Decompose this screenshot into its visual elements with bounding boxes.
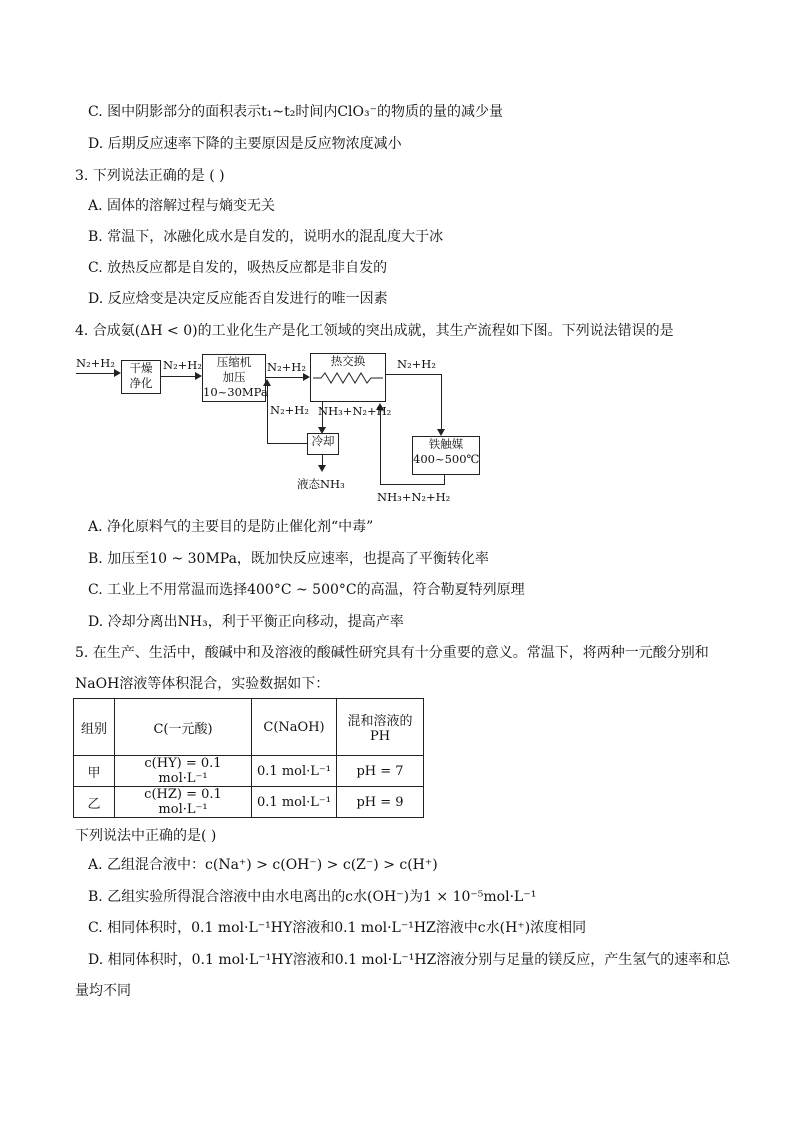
table-cell: 乙: [74, 787, 115, 818]
q3-option-a: A. 固体的溶解过程与熵变无关: [88, 198, 276, 214]
flow-box-heat-exchanger: [310, 353, 386, 402]
flow-box-cooling: 冷却: [307, 433, 339, 455]
q3-option-d: D. 反应焓变是决定反应能否自发进行的唯一因素: [88, 291, 388, 307]
flow-label-mixture: NH₃+N₂+H₂: [318, 404, 392, 418]
q5-option-b: B. 乙组实验所得混合溶液中由水电离出的c水(OH⁻)为1 × 10⁻⁵mol·L⁻¹: [88, 889, 537, 905]
table-header-cell: C(一元酸): [115, 699, 252, 756]
q4-option-d: D. 冷却分离出NH₃，利于平衡正向移动，提高产率: [88, 614, 404, 630]
q2-option-d: D. 后期反应速率下降的主要原因是反应物浓度减小: [88, 136, 402, 152]
q3-option-b: B. 常温下，冰融化成水是自发的，说明水的混乱度大于冰: [88, 229, 444, 245]
flow-box-iron-catalyst: 铁触媒 400~500℃: [412, 436, 480, 475]
table-cell: pH = 7: [337, 756, 424, 787]
flow-label-liquid-ammonia: 液态NH₃: [297, 477, 345, 491]
q5-option-c: C. 相同体积时，0.1 mol·L⁻¹HY溶液和0.1 mol·L⁻¹HZ溶液中c水(H⁺)浓度相同: [88, 920, 587, 936]
q4-option-a: A. 净化原料气的主要目的是防止催化剂“中毒”: [88, 519, 374, 535]
q4-option-c: C. 工业上不用常温而选择400°C ~ 500°C的高温，符合勒夏特列原理: [88, 582, 525, 598]
table-cell: 甲: [74, 756, 115, 787]
table-cell: c(HY) = 0.1 mol·L⁻¹: [115, 756, 252, 787]
table-cell: c(HZ) = 0.1 mol·L⁻¹: [115, 787, 252, 818]
table-row: [74, 787, 424, 818]
q3-option-c: C. 放热反应都是自发的，吸热反应都是非自发的: [88, 260, 388, 276]
flow-label-after-catalyst: NH₃+N₂+H₂: [377, 490, 451, 504]
table-header-row: [74, 699, 424, 756]
q5-option-a: A. 乙组混合液中：c(Na⁺) > c(OH⁻) > c(Z⁻) > c(H⁺): [88, 857, 438, 873]
table-header-cell: 混和溶液的 PH: [337, 699, 424, 756]
flow-label-after-dry: N₂+H₂: [163, 358, 202, 372]
q5-option-d-line1: D. 相同体积时，0.1 mol·L⁻¹HY溶液和0.1 mol·L⁻¹HZ溶液分别与足量的镁反应，产生氢气的速率和总: [88, 952, 731, 968]
heat-exchanger-label: 热交换: [330, 354, 366, 368]
q5-stem-line1: 5. 在生产、生活中，酸碱中和及溶液的酸碱性研究具有十分重要的意义。常温下，将两种一元酸分别和: [75, 645, 709, 661]
table-row: [74, 756, 424, 787]
q4-option-b: B. 加压至10 ~ 30MPa，既加快反应速率，也提高了平衡转化率: [88, 551, 489, 567]
table-header-cell: C(NaOH): [252, 699, 337, 756]
table-cell: 0.1 mol·L⁻¹: [252, 787, 337, 818]
table-cell: pH = 9: [337, 787, 424, 818]
q2-option-c: C. 图中阴影部分的面积表示t₁~t₂时间内ClO₃⁻的物质的量的减少量: [88, 104, 503, 120]
flow-label-after-compressor: N₂+H₂: [267, 360, 306, 374]
heat-coil-icon: [313, 371, 383, 385]
flow-label-after-heat: N₂+H₂: [397, 357, 436, 371]
q3-stem: 3. 下列说法正确的是 ( ): [75, 168, 225, 184]
table-cell: 0.1 mol·L⁻¹: [252, 756, 337, 787]
q5-question-prompt: 下列说法中正确的是( ): [75, 828, 217, 844]
experiment-data-table: [73, 698, 424, 818]
flow-label-recycle: N₂+H₂: [270, 403, 309, 417]
q4-stem: 4. 合成氨(ΔH < 0)的工业化生产是化工领域的突出成就，其生产流程如下图。下列说法错误的是: [75, 323, 674, 339]
flow-input-label: N₂+H₂: [76, 356, 115, 370]
flow-box-compressor: 压缩机 加压 10~30MPa: [202, 354, 266, 402]
flow-box-dry-purify: 干燥 净化: [121, 360, 161, 394]
table-header-cell: 组别: [74, 699, 115, 756]
q5-option-d-line2: 量均不同: [75, 983, 131, 999]
q5-stem-line2: NaOH溶液等体积混合，实验数据如下：: [75, 676, 330, 692]
